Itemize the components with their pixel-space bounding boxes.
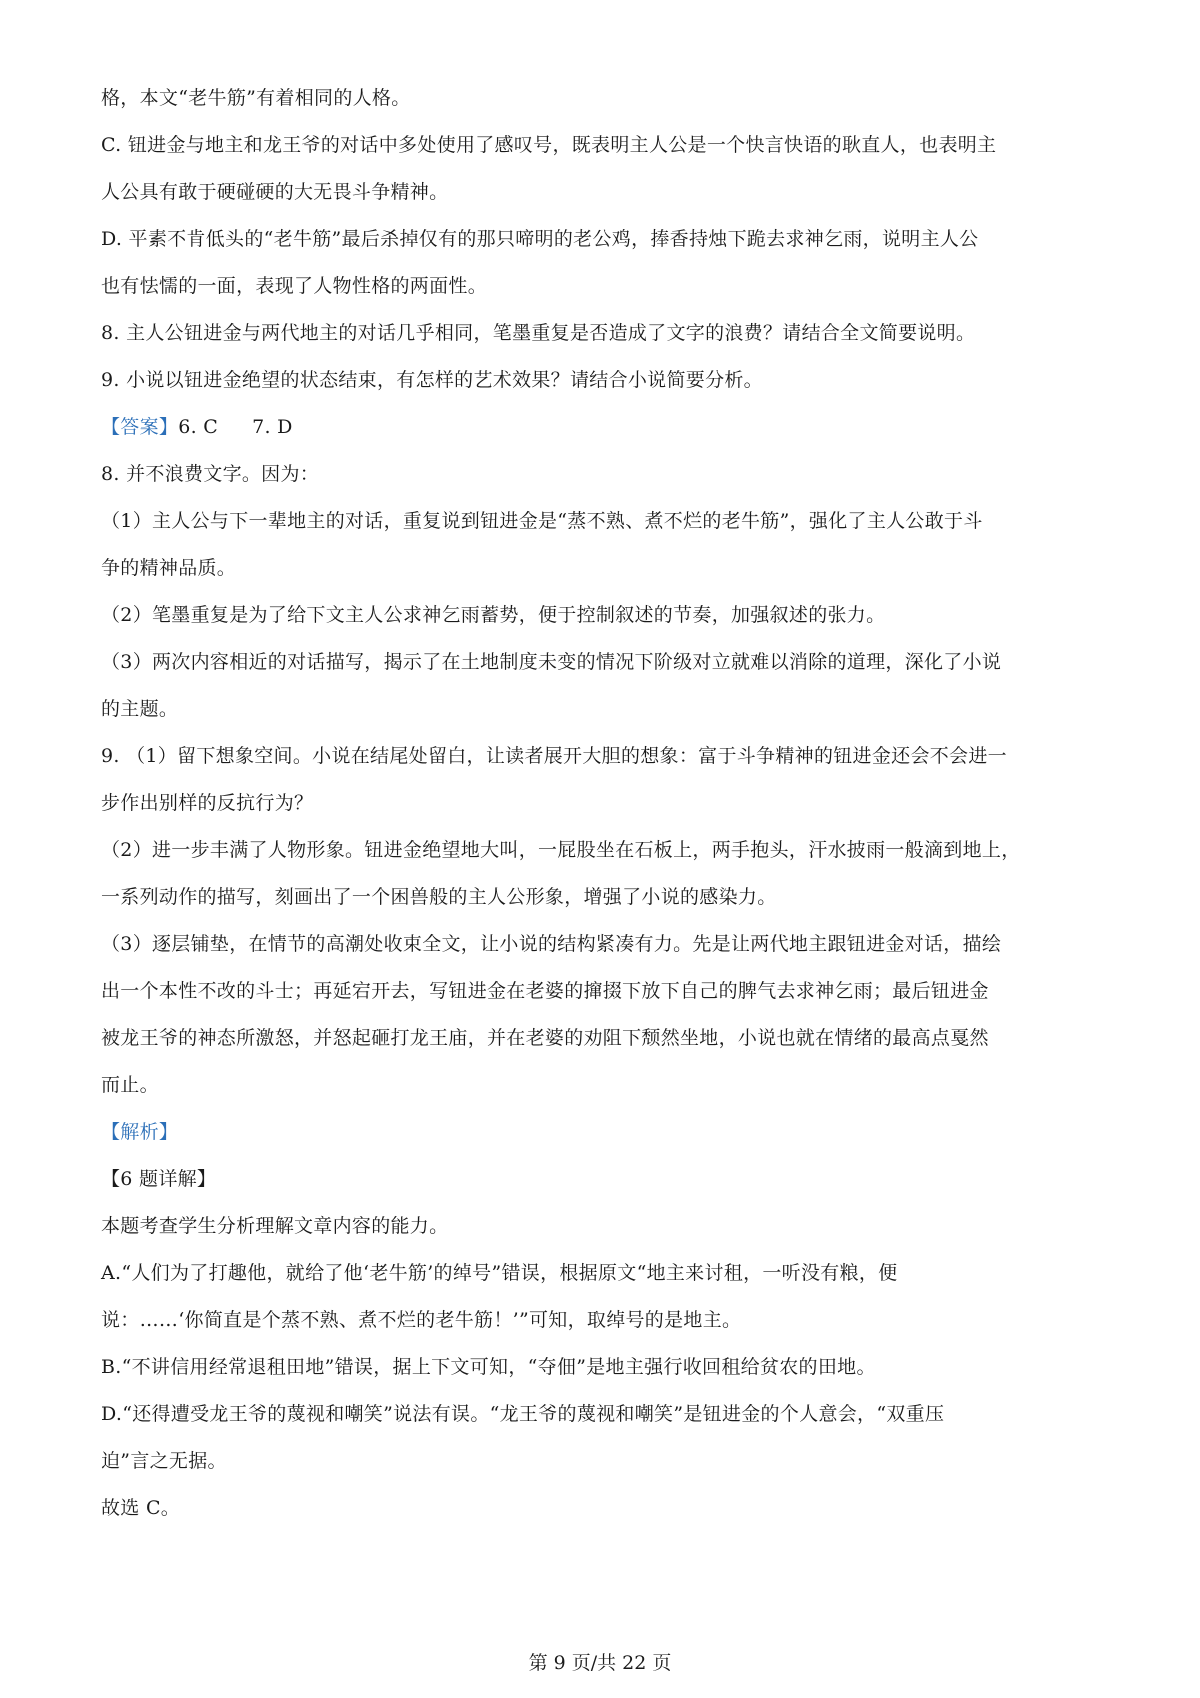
question-9: 9. 小说以钮进金绝望的状态结束，有怎样的艺术效果？请结合小说简要分析。: [101, 369, 763, 391]
text-line: 被龙王爷的神态所激怒，并怒起砸打龙王庙，并在老婆的劝阻下颓然坐地，小说也就在情绪的最高点戛然: [101, 1027, 989, 1049]
answer-9-point-1: 9. （1）留下想象空间。小说在结尾处留白，让读者展开大胆的想象：富于斗争精神的钮进金还会不会进一: [101, 745, 1007, 767]
answer-9-point-3: （3）逐层铺垫，在情节的高潮处收束全文，让小说的结构紧凑有力。先是让两代地主跟钮进金对话，描绘: [101, 933, 1002, 955]
analysis-option-b: B.“不讲信用经常退租田地”错误，据上下文可知，“夺佃”是地主强行收回租给贫农的田地。: [101, 1356, 876, 1378]
analysis-line: [101, 1120, 1101, 1145]
document-body: [101, 86, 1101, 1521]
text-line: 迫”言之无据。: [101, 1450, 227, 1472]
text-line: 争的精神品质。: [101, 557, 237, 579]
answer-8-point-1: （1）主人公与下一辈地主的对话，重复说到钮进金是“蒸不熟、煮不烂的老牛筋”，强化了主人公敢于斗: [101, 510, 983, 532]
text-line: 出一个本性不改的斗士；再延宕开去，写钮进金在老婆的撺掇下放下自己的脾气去求神乞雨；最后钮进金: [101, 980, 989, 1002]
page-footer: 第 9 页/共 22 页: [528, 1652, 672, 1674]
question-8: 8. 主人公钮进金与两代地主的对话几乎相同，笔墨重复是否造成了文字的浪费？请结合全文简要说明。: [101, 322, 976, 344]
answer-6: 6. C: [178, 416, 219, 438]
text-line: 说：……‘你简直是个蒸不熟、煮不烂的老牛筋！’”可知，取绰号的是地主。: [101, 1309, 742, 1331]
answer-9-point-2: （2）进一步丰满了人物形象。钮进金绝望地大叫，一屁股坐在石板上，两手抱头，汗水披雨一般滴到地上，: [101, 839, 1021, 861]
analysis-option-a: A.“人们为了打趣他，就给了他‘老牛筋’的绰号”错误，根据原文“地主来讨租，一听没有粮，便: [101, 1262, 898, 1284]
text-line: 本题考查学生分析理解文章内容的能力。: [101, 1215, 449, 1237]
detail-heading-6: 【6 题详解】: [101, 1168, 217, 1190]
text-line: 而止。: [101, 1074, 159, 1096]
option-d-line: D. 平素不肯低头的“老牛筋”最后杀掉仅有的那只啼明的老公鸡，捧香持烛下跪去求神乞雨，说明主人公: [101, 228, 979, 250]
answer-8-intro: 8. 并不浪费文字。因为：: [101, 463, 320, 485]
analysis-option-d: D.“还得遭受龙王爷的蔑视和嘲笑”说法有误。“龙王爷的蔑视和嘲笑”是钮进金的个人意会，“双重压: [101, 1403, 945, 1425]
answer-line: [101, 415, 1101, 440]
text-line: 格，本文“老牛筋”有着相同的人格。: [101, 87, 411, 109]
text-line: 人公具有敢于硬碰硬的大无畏斗争精神。: [101, 181, 449, 203]
conclusion-line: 故选 C。: [101, 1497, 181, 1519]
option-c-line: C. 钮进金与地主和龙王爷的对话中多处使用了感叹号，既表明主人公是一个快言快语的耿直人，也表明主: [101, 134, 997, 156]
text-line: 一系列动作的描写，刻画出了一个困兽般的主人公形象，增强了小说的感染力。: [101, 886, 777, 908]
text-line: 的主题。: [101, 698, 179, 720]
answer-8-point-3: （3）两次内容相近的对话描写，揭示了在土地制度未变的情况下阶级对立就难以消除的道理，深化了小说: [101, 651, 1002, 673]
answer-8-point-2: （2）笔墨重复是为了给下文主人公求神乞雨蓄势，便于控制叙述的节奏，加强叙述的张力。: [101, 604, 886, 626]
text-line: 也有怯懦的一面，表现了人物性格的两面性。: [101, 275, 488, 297]
analysis-tag: 【解析】: [101, 1121, 179, 1143]
answer-tag: 【答案】: [101, 416, 179, 438]
answer-7: 7. D: [252, 416, 293, 438]
text-line: 步作出别样的反抗行为？: [101, 792, 314, 814]
